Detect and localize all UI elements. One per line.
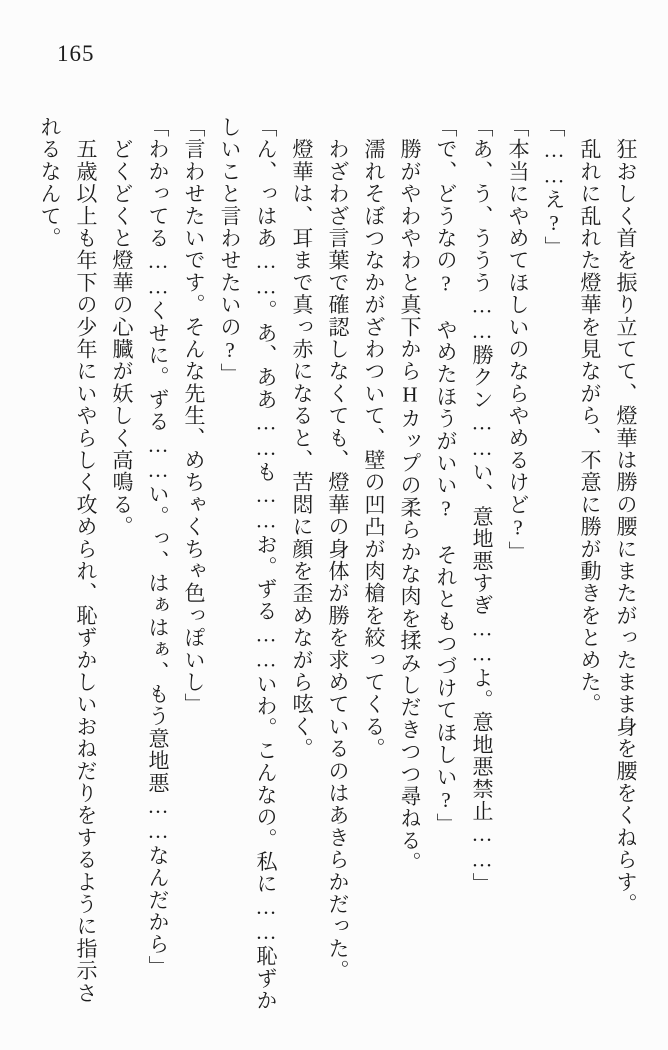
paragraph: 狂おしく首を振り立てて、燈華は勝の腰にまたがったまま身を腰をくねらす。: [614, 116, 638, 916]
paragraph: 乱れに乱れた燈華を見ながら、不意に勝が動きをとめた。: [578, 116, 602, 716]
page-number: 165: [57, 41, 95, 66]
paragraph: 「で、どうなの? やめたほうがいい? それともつづけてほしい?」: [434, 116, 458, 836]
paragraph: 燈華は、耳まで真っ赤になると、苦悶に顔を歪めながら呟く。: [290, 116, 314, 760]
paragraph: 「言わせたいです。そんな先生、めちゃくちゃ色っぽいし」: [182, 116, 206, 716]
paragraph: どくどくと燈華の心臓が妖しく高鳴る。: [110, 116, 134, 538]
paragraph: 「あ、う、ううう……勝クン……い、意地悪すぎ……よ。意地悪禁止……」: [470, 116, 494, 895]
paragraph: 「ん、っはあ……。あ、ああ……も……お。ずる……いわ。こんなの。私に……恥ずかしいこと言わせたいの?」: [218, 116, 278, 1012]
paragraph: 勝がやわやわと真下からHカップの柔らかな肉を揉みしだきつつ尋ねる。: [398, 116, 422, 874]
paragraph: 濡れそぼつなかがざわついて、壁の凹凸が肉槍を絞ってくる。: [362, 116, 386, 760]
paragraph: 「わかってる……くせに。ずる……い。っ、はぁはぁ、もう意地悪……なんだから」: [146, 116, 170, 978]
paragraph: 「……え?」: [542, 116, 566, 259]
paragraph: 五歳以上も年下の少年にいやらしく攻められ、恥ずかしいおねだりをするように指示されるなんて。: [38, 116, 98, 1004]
paragraph: 「本当にやめてほしいのならやめるけど?」: [506, 116, 530, 563]
paragraph: わざわざ言葉で確認しなくても、燈華の身体が勝を求めているのはあきらかだった。: [326, 116, 350, 982]
vertical-text-block: [32, 116, 644, 1016]
